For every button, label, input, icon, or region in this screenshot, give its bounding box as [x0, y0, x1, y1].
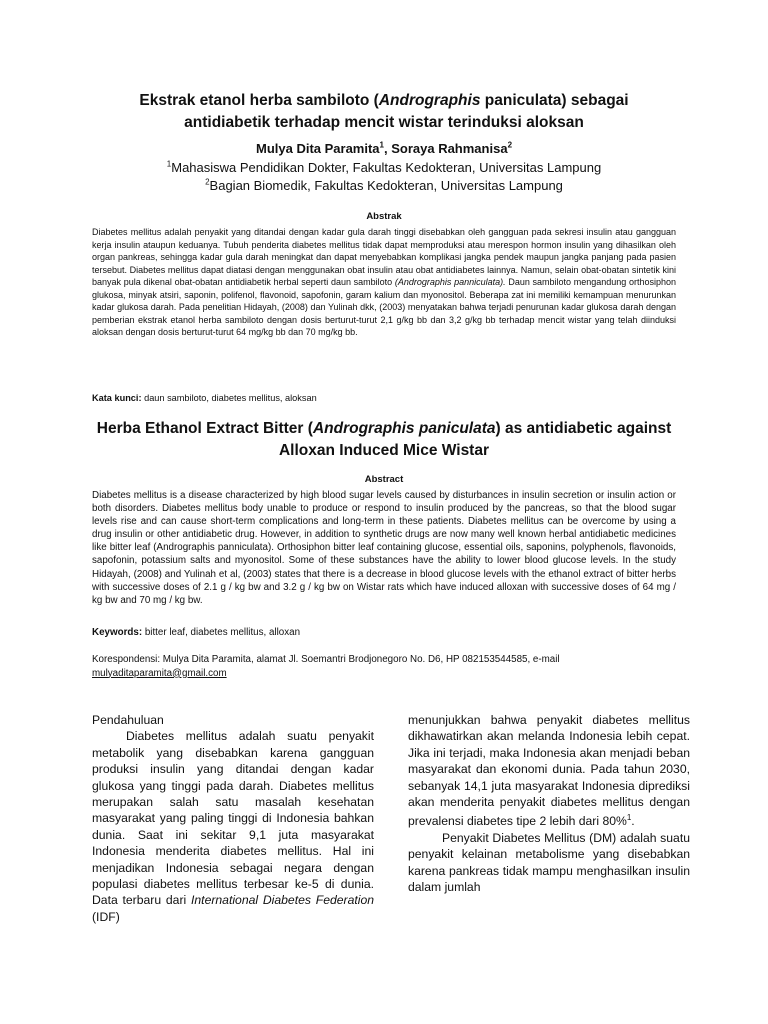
correspondence-text: Korespondensi: Mulya Dita Paramita, alamat Jl. Soemantri Brodjonegoro No. D6, HP 082153544585, e-mail [92, 654, 560, 665]
keywords-label: Keywords: [92, 627, 143, 638]
body-text: . [631, 814, 635, 829]
abstract-heading: Abstract [364, 474, 404, 485]
affiliation-text: Bagian Biomedik, Fakultas Kedokteran, Universitas Lampung [209, 178, 563, 193]
author-name: Soraya Rahmanisa [391, 141, 508, 156]
affiliation-superscript: 2 [205, 177, 210, 187]
keywords-text: bitter leaf, diabetes mellitus, alloxan [142, 627, 301, 638]
author-name: Mulya Dita Paramita [255, 141, 380, 156]
citation-superscript: 1 [626, 813, 632, 823]
body-column-left [92, 712, 374, 925]
affiliation-text: Mahasiswa Pendidikan Dokter, Fakultas Kedokteran, Universitas Lampung [171, 160, 602, 175]
author-superscript: 1 [379, 140, 384, 150]
abstrak-text: Daun sambiloto mengandung orthosiphon glukosa, minyak atsiri, saponin, polifenol, flavonoid, sapofonin, garam kalium dan myonositol. Beberapa zat ini memiliki kemampuan menurunkan kadar glukosa darah. Pada penelitian Hidayah, (2008) dan Yulinah dkk, (2003) menyatakan bahwa terjadi penurunan kadar glukosa darah dengan pemberian ekstrak etanol herba sambiloto dengan dosis berturut-turut 2,1 g/kg bb dan 3,2 g/kg bb terhadap mencit wistar yang telah diinduksi aloksan dengan dosis berturut-turut 64 mg/kg bb dan 70 mg/kg bb. [92, 277, 676, 337]
title-part: paniculata) sebagai [480, 92, 629, 109]
title-en-part: ) as antidiabetic against [495, 420, 672, 437]
body-paragraph [92, 728, 374, 925]
abstrak-text: Diabetes mellitus adalah penyakit yang ditandai dengan kadar gula darah tinggi disebabkan oleh gangguan pada sekresi insulin atau gangguan kerja insulin ataupun keduanya. Tubuh penderita diabetes mellitus tidak dapat memproduksi atau merespon hormon insulin yang dihasilkan oleh organ pankreas, sehingga kadar gula darah meningkat dan dapat menyebabkan komplikasi jangka pendek maupun jangka panjang pada pasien tersebut. Diabetes mellitus dapat diatasi dengan menggunakan obat insulin atau obat antidiabetes lainnya. Namun, selain obat-obatan sintetik kini banyak pula dikenal obat-obatan antidiabetik herbal seperti daun sambiloto [92, 227, 676, 287]
kata-kunci-text: daun sambiloto, diabetes mellitus, aloksan [141, 393, 317, 403]
paper-title-id [90, 90, 678, 134]
body-text: menunjukkan bahwa penyakit diabetes mellitus dikhawatirkan akan melanda Indonesia lebih cepat. Jika ini terjadi, maka Indonesia akan menjadi beban masyarakat dan ekonomi dunia. Pada tahun 2030, sebanyak 14,1 juta masyarakat Indonesia diprediksi akan menderita penyakit diabetes mellitus dengan prevalensi diabetes tipe 2 lebih dari 80% [408, 713, 690, 829]
body-text: Diabetes mellitus adalah suatu penyakit metabolik yang disebabkan karena gangguan produksi insulin yang ditandai dengan kadar glukosa yang tinggi pada darah. Diabetes mellitus merupakan salah satu masalah kesehatan masyarakat yang paling tinggi di Indonesia bahkan dunia. Saat ini sekitar 9,1 juta masyarakat Indonesia menderita diabetes mellitus. Hal ini menjadikan Indonesia sebagai negara dengan populasi diabetes mellitus terbesar ke-5 di dunia. Data terbaru dari [92, 729, 374, 908]
title-part: Ekstrak etanol herba sambiloto ( [139, 92, 379, 109]
author-line [90, 140, 678, 158]
title-en-part: Alloxan Induced Mice Wistar [278, 442, 489, 459]
author-separator: , [383, 141, 392, 156]
title-italic: Andrographis [378, 92, 481, 109]
body-column-right [408, 712, 690, 896]
author-superscript: 2 [507, 140, 513, 150]
affiliation [90, 159, 678, 177]
body-text: (IDF) [92, 909, 120, 924]
body-paragraph [408, 712, 690, 830]
title-part: antidiabetik terhadap mencit wistar terinduksi aloksan [184, 114, 584, 131]
paper-title-en [90, 418, 678, 462]
kata-kunci [92, 393, 676, 403]
title-en-part: Herba Ethanol Extract Bitter ( [96, 420, 313, 437]
correspondence [92, 653, 676, 680]
abstrak-heading: Abstrak [366, 211, 402, 222]
affiliation-superscript: 1 [166, 159, 172, 169]
body-italic: International Diabetes Federation [191, 893, 375, 908]
affiliation [90, 177, 678, 195]
title-en-italic: Andrographis paniculata [312, 420, 496, 437]
abstrak-body [92, 226, 676, 339]
section-heading-pendahuluan: Pendahuluan [92, 713, 164, 727]
kata-kunci-label: Kata kunci: [92, 393, 142, 403]
email-link[interactable]: mulyaditaparamita@gmail.com [92, 667, 227, 679]
keywords [92, 627, 676, 638]
body-paragraph: Penyakit Diabetes Mellitus (DM) adalah suatu penyakit kelainan metabolisme yang disebabkan karena pankreas tidak mampu menghasilkan insulin dalam jumlah [408, 830, 690, 895]
abstract-body: Diabetes mellitus is a disease characterized by high blood sugar levels caused by disturbances in insulin secretion or insulin action or both disorders. Diabetes mellitus body unable to produce or respond to insulin produced by the pancreas, so that the blood sugar levels rise and can cause short-term complications and long-term in these patients. Diabetes mellitus can be overcome by using a drug insulin or other antidiabetic drug. However, in addition to synthetic drugs are now many well known herbal antidiabetic medicines like bitter leaf (Andrographis panniculata). Orthosiphon bitter leaf containing glucose, essential oils, saponins, polyphenols, flavonoids, sapofonin, potassium salts and myonositol. Some of these substances have the ability to lower blood glucose levels. In the study Hidayah, (2008) and Yulinah et al, (2003) states that there is a decrease in blood glucose levels with the ethanol extract of bitter herbs with successive doses of 2.1 g / kg bw and 3.2 g / kg bw on Wistar rats which have induced alloxan with successive doses of 64 mg / kg bw and 70 mg / kg bw. [92, 490, 676, 606]
abstrak-italic: (Andrographis panniculata). [394, 277, 506, 287]
